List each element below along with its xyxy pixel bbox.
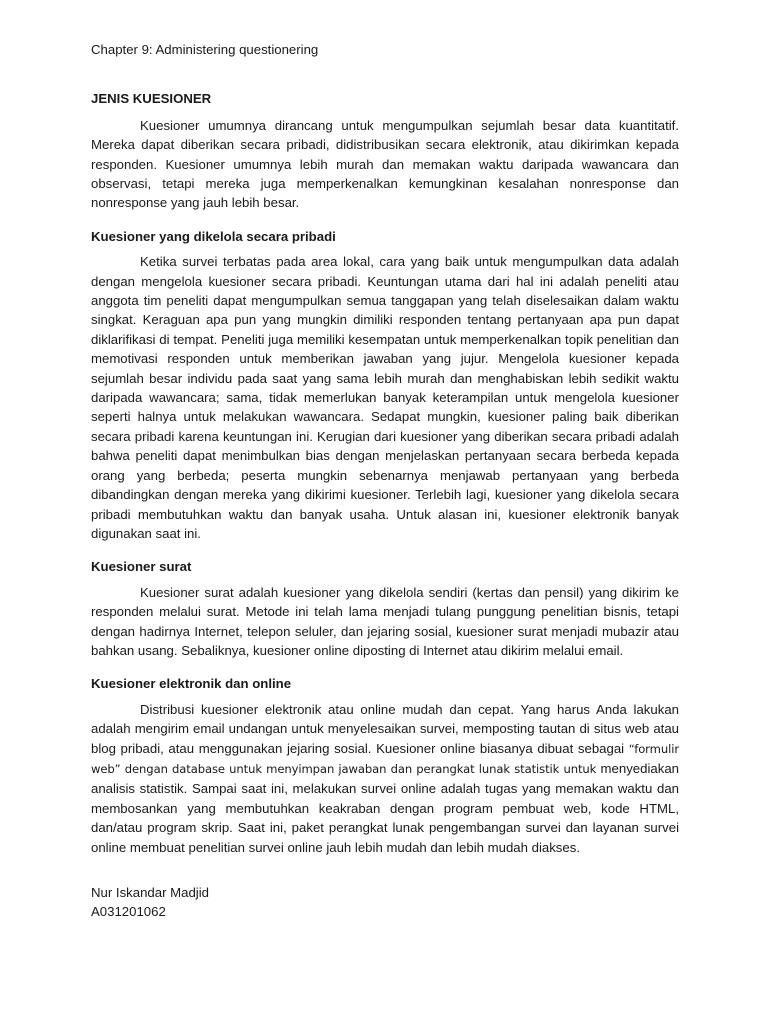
chapter-header: Chapter 9: Administering questionering [91, 42, 319, 57]
section-paragraph-personal: Ketika survei terbatas pada area lokal, cara yang baik untuk mengumpulkan data adalah dengan mengelola kuesioner secara pribadi. Keuntungan utama dari hal ini adalah peneliti atau anggota tim peneliti dapat mengumpulkan semua tanggapan yang telah diselesaikan dalam waktu singkat. Keraguan apa pun yang mungkin dimiliki responden tentang pertanyaan apa pun dapat diklarifikasi di tempat. Peneliti juga memiliki kesempatan untuk memperkenalkan topik penelitian dan memotivasi responden untuk memberikan jawaban yang jujur. Mengelola kuesioner kepada sejumlah besar individu pada saat yang sama lebih murah dan menghabiskan lebih sedikit waktu daripada wawancara; sama, tidak memerlukan banyak keterampilan untuk mengelola kuesioner seperti halnya untuk melakukan wawancara. Sedapat mungkin, kuesioner paling baik diberikan secara pribadi karena keuntungan ini. Kerugian dari kuesioner yang diberikan secara pribadi adalah bahwa peneliti dapat menimbulkan bias dengan menjelaskan pertanyaan secara berbeda kepada orang yang berbeda; peserta mungkin sebenarnya menjawab pertanyaan yang berbeda dibandingkan dengan mereka yang dikirimi kuesioner. Terlebih lagi, kuesioner yang dikelola secara pribadi membutuhkan waktu dan banyak usaha. Untuk alasan ini, kuesioner elektronik banyak digunakan saat ini. [91, 254, 679, 541]
student-id: A031201062 [91, 904, 166, 920]
section-heading-mail: Kuesioner surat [91, 559, 192, 575]
intro-paragraph: Kuesioner umumnya dirancang untuk mengumpulkan sejumlah besar data kuantitatif. Mereka dapat diberikan secara pribadi, didistribusikan secara elektronik, atau dikirimkan kepada responden. Kuesioner umumnya lebih murah dan memakan waktu daripada wawancara dan observasi, tetapi mereka juga memperkenalkan kemungkinan kesalahan nonresponse dan nonresponse yang jauh lebih besar. [91, 117, 679, 211]
section-paragraph-mail: Kuesioner surat adalah kuesioner yang dikelola sendiri (kertas dan pensil) yang dikirim ke responden melalui surat. Metode ini telah lama menjadi tulang punggung penelitian bisnis, tetapi dengan hadirnya Internet, telepon seluler, dan jejaring sosial, kuesioner surat menjadi mubazir atau bahkan usang. Sebaliknya, kuesioner online diposting di Internet atau dikirim melalui email. [91, 584, 679, 658]
online-paragraph-part-1: Distribusi kuesioner elektronik atau online mudah dan cepat. Yang harus Anda lakukan adalah mengirim email undangan untuk menyelesaikan survei, memposting tautan di situs web atau blog pribadi, atau menggunakan jejaring sosial. Kuesioner online biasanya dibuat sebagai [91, 701, 679, 756]
section-heading-online: Kuesioner elektronik dan online [91, 676, 292, 692]
section-paragraph-online [91, 700, 679, 857]
online-paragraph-part-3: menyediakan analisis statistik. Sampai saat ini, melakukan survei online adalah tugas yang memakan waktu dan membosankan yang membutuhkan keakraban dengan program pembuat web, kode HTML, dan/atau program skrip. Saat ini, paket perangkat lunak pengembangan survei dan layanan survei online membuat penelitian survei online jauh lebih mudah dan lebih mudah diakses. [91, 760, 680, 855]
online-paragraph-part-2: “formulir web” dengan database untuk menyimpan jawaban dan perangkat lunak statistik untuk [91, 741, 679, 776]
section-heading-personal: Kuesioner yang dikelola secara pribadi [91, 228, 336, 244]
author-signature-block [91, 883, 679, 922]
document-content [91, 40, 679, 922]
main-heading: JENIS KUESIONER [91, 91, 212, 107]
author-name: Nur Iskandar Madjid [91, 885, 210, 901]
